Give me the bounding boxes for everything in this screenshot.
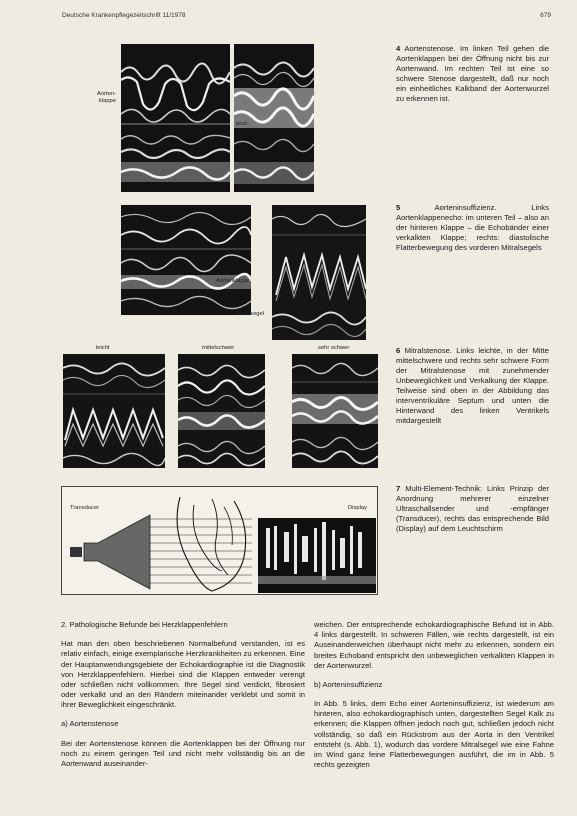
figure6-echo-severe (292, 354, 378, 468)
figure4-caption-text: Aortenstenose. Im linken Teil gehen die Aortenklappen bei der Öffnung nicht bis zur Aortenwand. Im rechten Teil ist eine so schwere Stenose dargestellt, daß nur noch ein einheitliches Kalkband der Aortenwurzel zu erkennen ist. (396, 44, 549, 104)
figure6-label-mild: leicht (96, 345, 110, 351)
figure4-label-aortic-valve: Aorten- klappe (96, 91, 116, 104)
figure5-echo-right (272, 205, 366, 340)
figure7-label-display: Display (348, 505, 368, 511)
figure7-caption-text: Multi-Element-Technik: Links Prinzip der Anordnung mehrerer einzelner Ultraschallsender und -empfänger (Transducer), rechts das entsprechende Bild (Display) auf dem Leuchtschirm (396, 484, 549, 534)
left-paragraph-1: Hat man den oben beschriebenen Normalbefund verstanden, ist es relativ einfach, einige exemplarische Herzkrankheiten zu erkennen. Eine der Hauptanwendungsgebiete der Echokardiographie ist die Diagnostik von Herzklappenfehlern. Hierbei sind die Klappen entweder verengt oder schließen nicht vollkommen. Ihre Segel sind verdickt, fibrosiert oder verkalkt und an den Rändern miteinander verklebt und somit in ihrer Beweglichkeit eingeschränkt. (61, 639, 305, 710)
figure6-label-severe: sehr schwer (318, 345, 350, 351)
figure6-caption (396, 346, 549, 426)
figure6-label-moderate: mittelschwer (202, 345, 235, 351)
figure4-caption (396, 44, 549, 104)
journal-header: Deutsche Krankenpflegezeitschrift 11/1978 (62, 12, 186, 19)
page-number: 679 (540, 12, 551, 19)
section-heading: 2. Pathologische Befunde bei Herzklappenfehlern (61, 620, 228, 629)
body-right-column (314, 620, 554, 779)
figure6-caption-number: 6 (396, 346, 401, 355)
figure4-label-ant: ant. (236, 65, 246, 71)
figure7-caption (396, 484, 549, 534)
figure5-caption (396, 203, 549, 253)
figure7-label-transducer: Transducer (70, 505, 100, 511)
left-paragraph-2: Bei der Aortenstenose können die Aortenklappen bei der Öffnung nur noch zu einem geringen Teil und nicht mehr vollständig bis an die Aortenwand auseinander- (61, 738, 305, 768)
figure5-caption-number: 5 (396, 203, 401, 212)
figure5-label-mitral-leaflet: Mitralsegel (236, 311, 265, 317)
right-paragraph-1: weichen. Der entsprechende echokardiographische Befund ist in Abb. 4 links dargestellt. In schweren Fällen, wie rechts dargestellt, ist ein Auseinanderweichen überhaupt nicht mehr zu erkennen, sondern ein breites Echoband entspricht den unbeweglichen verkalkten Klappen in der Aortenwurzel. (314, 620, 554, 670)
figure6-caption-text: Mitralstenose. Links leichte, in der Mitte mittelschwere und rechts sehr schwere Form der Mitralstenose mit zunehmender Unbeweglichkeit und Verkalkung der Klappe. Teilweise sind oben in der Abbildung das interventrikuläre Septum und unten die Hinterwand des linken Ventrikels mitdargestellt (396, 346, 549, 426)
figure6-echo-moderate (178, 354, 265, 468)
figure5-label-aortic-valve: Aortenklappe (216, 278, 251, 284)
figure6-echo-mild (63, 354, 165, 468)
figure5-caption-text: Aorteninsuffizienz. Links Aortenklappenecho: im unteren Teil – also an der hinteren Klappe – die Echobänder einer verkalkten Klappe; rechts: diastolische Flatterbewegung des vorderen Mitralsegels (396, 203, 549, 253)
subheading-aortic-stenosis: a) Aortenstenose (61, 719, 119, 729)
figure4-echo-right (234, 44, 314, 192)
figure4-caption-number: 4 (396, 44, 401, 53)
subheading-aortic-insufficiency: b) Aorteninsuffizienz (314, 679, 383, 689)
figure7-caption-number: 7 (396, 484, 401, 493)
body-left-column (61, 620, 305, 778)
figure7-display-screen (258, 518, 376, 593)
figure4-label-post: post. (236, 121, 249, 127)
figure4-echo-left (121, 44, 230, 192)
figure5-echo-left (121, 205, 251, 315)
right-paragraph-2: In Abb. 5 links, dem Echo einer Aorteninsuffizienz, ist wiederum am hinteren, also echokardiographisch unten, dargestellten Segel Kalk zu erkennen; die Klappen öffnen jedoch noch gut, schließen jedoch nicht vollständig, so daß ein Rückstrom aus der Aorta in den Ventrikel entsteht (s. Abb. 1), wodurch das vordere Mitralsegel wie eine Fahne im Wind ganz feine Flatterbewegungen ausführt, die im in Abb. 5 rechts gezeigten (314, 699, 554, 770)
